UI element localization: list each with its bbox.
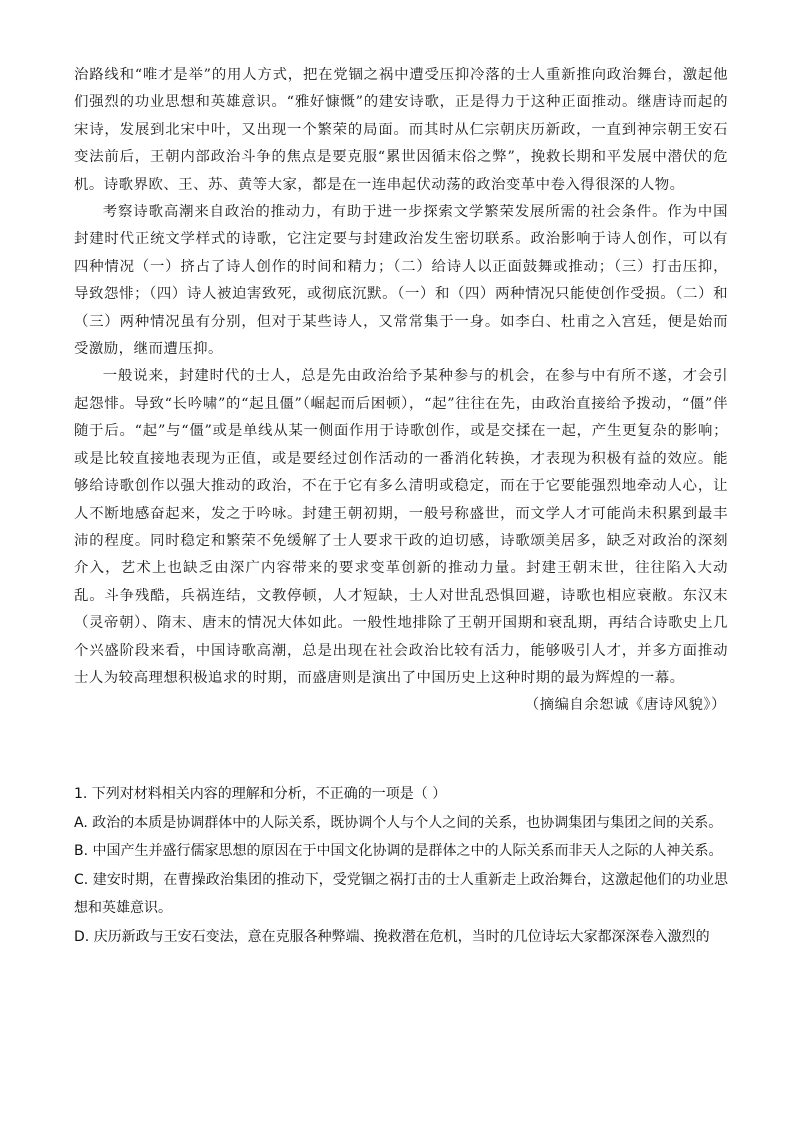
option-d: D. 庆历新政与王安石变法，意在克服各种弊端、挽救潜在危机，当时的几位诗坛大家都深深卷入激烈的 xyxy=(74,928,710,945)
passage-paragraph-2: 考察诗歌高潮来自政治的推动力，有助于进一步探索文学繁荣发展所需的社会条件。作为中国封建时代正统文学样式的诗歌，它注定要与封建政治发生密切联系。政治影响于诗人创作，可以有四种情况（一）挤占了诗人创作的时间和精力；（二）给诗人以正面鼓舞或推动；（三）打击压抑，导致怨悱；（四）诗人被迫害致死，或彻底沉默。（一）和（四）两种情况只能使创作受损。（二）和（三）两种情况虽有分别，但对于某些诗人，又常常集于一身。如李白、杜甫之入宫廷，便是始而受激励，继而遭压抑。 xyxy=(74,204,728,358)
passage-paragraph-1: 治路线和“唯才是举”的用人方式，把在党锢之祸中遭受压抑冷落的士人重新推向政治舞台，激起他们强烈的功业思想和英雄意识。“雅好慷慨”的建安诗歌，正是得力于这种正面推动。继唐诗而起的宋诗，发展到北宋中叶，又出现一个繁荣的局面。而其时从仁宗朝庆历新政，一直到神宗朝王安石变法前后，王朝内部政治斗争的焦点是要克服“累世因循末俗之弊”，挽救长期和平发展中潜伏的危机。诗歌界欧、王、苏、黄等大家，都是在一连串起伏动荡的政治变革中卷入得很深的人物。 xyxy=(74,67,728,193)
reading-passage xyxy=(74,62,728,720)
option-b: B. 中国产生并盛行儒家思想的原因在于中国文化协调的是群体之中的人际关系而非天人之际的人神关系。 xyxy=(74,843,723,860)
passage-source: （摘编自余恕诚《唐诗风貌》） xyxy=(524,697,726,714)
passage-paragraph-3: 一般说来，封建时代的士人，总是先由政治给予某种参与的机会，在参与中有所不遂，才会引起怨悱。导致“长吟啸”的“起且僵”（崛起而后困顿），“起”往往在先，由政治直接给予拨动，“僵”伴随于后。“起”与“僵”或是单线从某一侧面作用于诗歌创作，或是交揉在一起，产生更复杂的影响；或是比较直接地表现为正值，或是要经过创作活动的一番消化转换，才表现为积极有益的效应。能够给诗歌创作以强大推动的政治，不在于它有多么清明或稳定，而在于它要能强烈地牵动人心，让人不断地感奋起来，发之于吟咏。封建王朝初期，一般号称盛世，而文学人才可能尚未积累到最丰沛的程度。同时稳定和繁荣不免缓解了士人要求干政的迫切感，诗歌颂美居多，缺乏对政治的深刻介入，艺术上也缺乏由深广内容带来的要求变革创新的推动力量。封建王朝末世，往往陷入大动乱。斗争残酷，兵祸连结，文教停顿，人才短缺，士人对世乱恐惧回避，诗歌也相应衰敝。东汉末（灵帝朝）、隋末、唐末的情况大体如此。一般性地排除了王朝开国期和衰乱期，再结合诗歌史上几个兴盛阶段来看，中国诗歌高潮，总是出现在社会政治比较有活力，能够吸引人才，并多方面推动士人为较高理想积极追求的时期，而盛唐则是演出了中国历史上这种时期的最为辉煌的一幕。 xyxy=(74,368,728,686)
option-c: C. 建安时期，在曹操政治集团的推动下，受党锢之祸打击的士人重新走上政治舞台，这激起他们的功业思想和英雄意识。 xyxy=(74,871,728,917)
question-1 xyxy=(74,780,728,952)
option-a: A. 政治的本质是协调群体中的人际关系，既协调个人与个人之间的关系，也协调集团与集团之间的关系。 xyxy=(74,814,723,831)
question-stem: 1. 下列对材料相关内容的理解和分析，不正确的一项是（ ） xyxy=(74,786,447,802)
